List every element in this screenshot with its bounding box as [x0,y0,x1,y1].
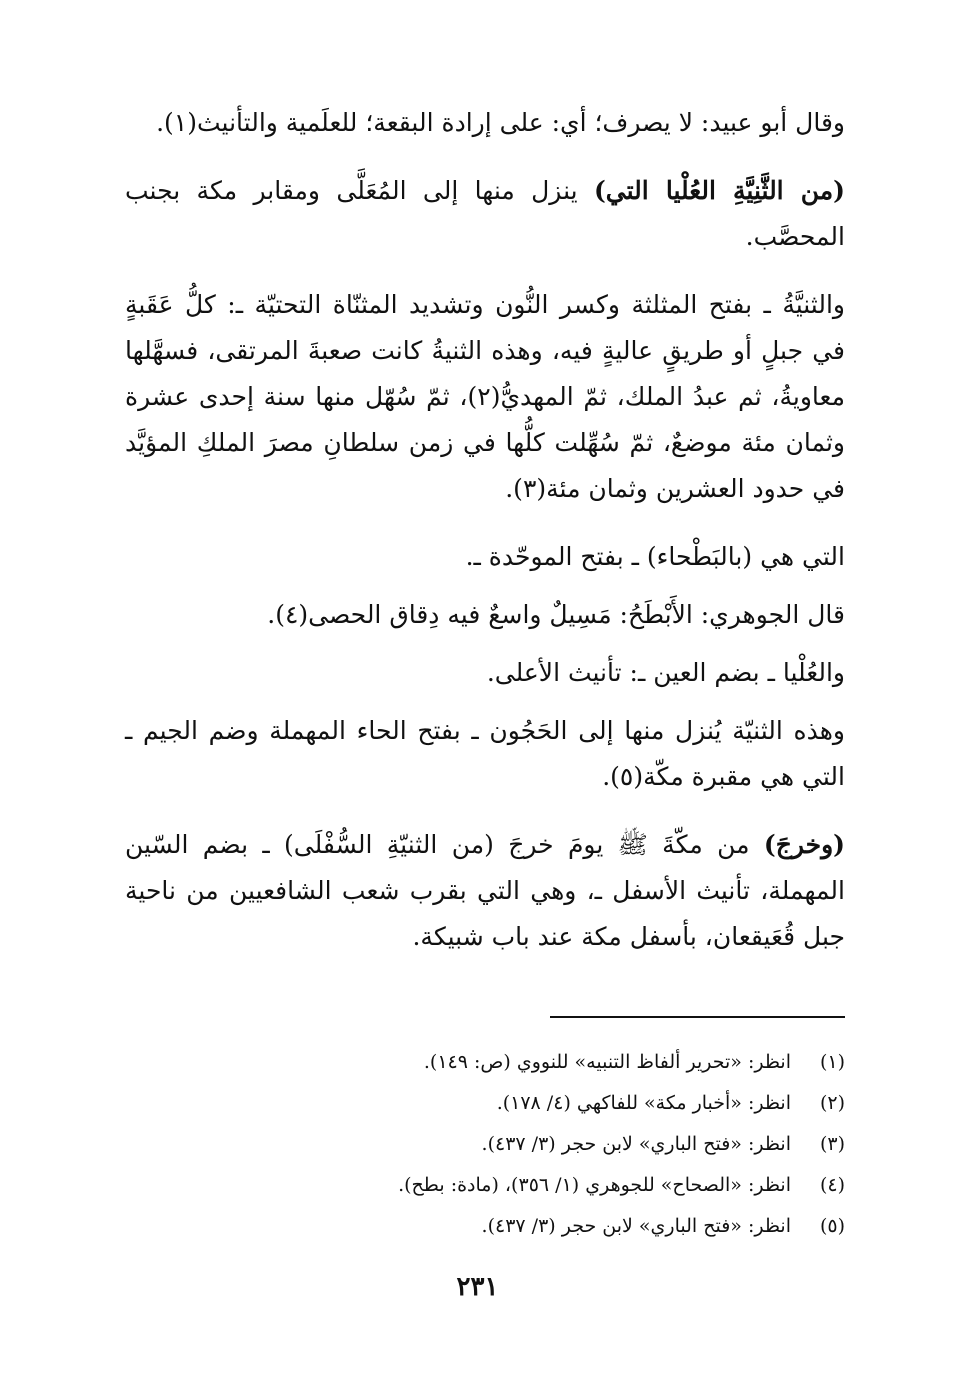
footnote-3 [125,1124,845,1165]
footnote-number: (٥) [819,1215,845,1237]
paragraph-text: وقال أبو عبيد: لا يصرف؛ أي: على إرادة البقعة؛ للعلَمية والتأنيث(١). [156,108,845,137]
paragraph-lead: (من الثَّنِيَّةِ العُلْيا التي) [593,176,845,205]
footnote-number: (٤) [819,1174,845,1196]
paragraph-3 [125,282,845,512]
paragraph-2 [125,168,845,260]
paragraph-5 [125,592,845,638]
footnote-text: انظر: «فتح الباري» لابن حجر (٣/ ٤٣٧). [481,1133,791,1155]
footnote-number: (٢) [819,1092,845,1114]
paragraph-text: وهذه الثنيّة يُنزل منها إلى الحَجُون ـ بفتح الحاء المهملة وضم الجيم ـ التي هي مقبرة مكّة(٥). [125,716,845,791]
footnote-text: انظر: «الصحاح» للجوهري (١/ ٣٥٦)، (مادة: بطح). [398,1174,791,1196]
footnote-2 [125,1083,845,1124]
footnote-separator [550,1016,845,1018]
main-text [125,100,845,982]
page-number: ٢٣١ [456,1272,499,1302]
footnote-text: انظر: «فتح الباري» لابن حجر (٣/ ٤٣٧). [481,1215,791,1237]
paragraph-7 [125,708,845,800]
footnote-number: (١) [819,1051,845,1073]
paragraph-4 [125,534,845,580]
paragraph-lead: (وخرجَ) [763,830,845,859]
paragraph-8 [125,822,845,960]
paragraph-text: قال الجوهري: الأَبْطَحُ: مَسِيلٌ واسعٌ فيه دِقاق الحصى(٤). [267,600,845,629]
paragraph-text: ينزل منها إلى المُعَلَّى ومقابر مكة بجنب المحصَّب. [125,176,845,251]
paragraph-text: التي هي (بالبَطْحاء) ـ بفتح الموحّدة ـ. [465,542,845,571]
paragraph-6 [125,650,845,696]
footnote-4 [125,1165,845,1206]
footnote-number: (٣) [819,1133,845,1155]
footnote-text: انظر: «تحرير ألفاظ التنبيه» للنووي (ص: ١٤٩). [423,1051,791,1073]
paragraph-text: والعُلْيا ـ بضم العين ـ: تأنيث الأعلى. [486,658,845,687]
footnote-text: انظر: «أخبار مكة» للفاكهي (٤/ ١٧٨). [496,1092,791,1114]
footnotes [125,1042,845,1247]
paragraph-1 [125,100,845,146]
paragraph-text: من مكّةَ ﷺ يومَ خرجَ (من الثنيّةِ السُّفْلَى) ـ بضم السّين المهملة، تأنيث الأسفل ـ، وهي التي بقرب شعب الشافعيين من ناحية جبل قُعَيقعان، بأسفل مكة عند باب شبيكة. [125,830,845,951]
footnote-1 [125,1042,845,1083]
footnote-5 [125,1206,845,1247]
paragraph-text: والثنيَّةُ ـ بفتح المثلثة وكسر النُّون وتشديد المثنّاة التحتيّة ـ: كلُّ عَقَبةٍ في جبلٍ أو طريقٍ عاليةٍ فيه، وهذه الثنيةُ كانت صعبةَ المرتقى، فسهَّلها معاويةُ، ثم عبدُ الملك، ثمّ المهديُّ(٢)، ثمّ سُهّل منها سنة إحدى عشرة وثمان مئة موضعٌ، ثمّ سُهِّلت كلُّها في زمن سلطانِ مصرَ الملكِ المؤيَّد في حدود العشرين وثمان مئة(٣). [125,290,845,503]
